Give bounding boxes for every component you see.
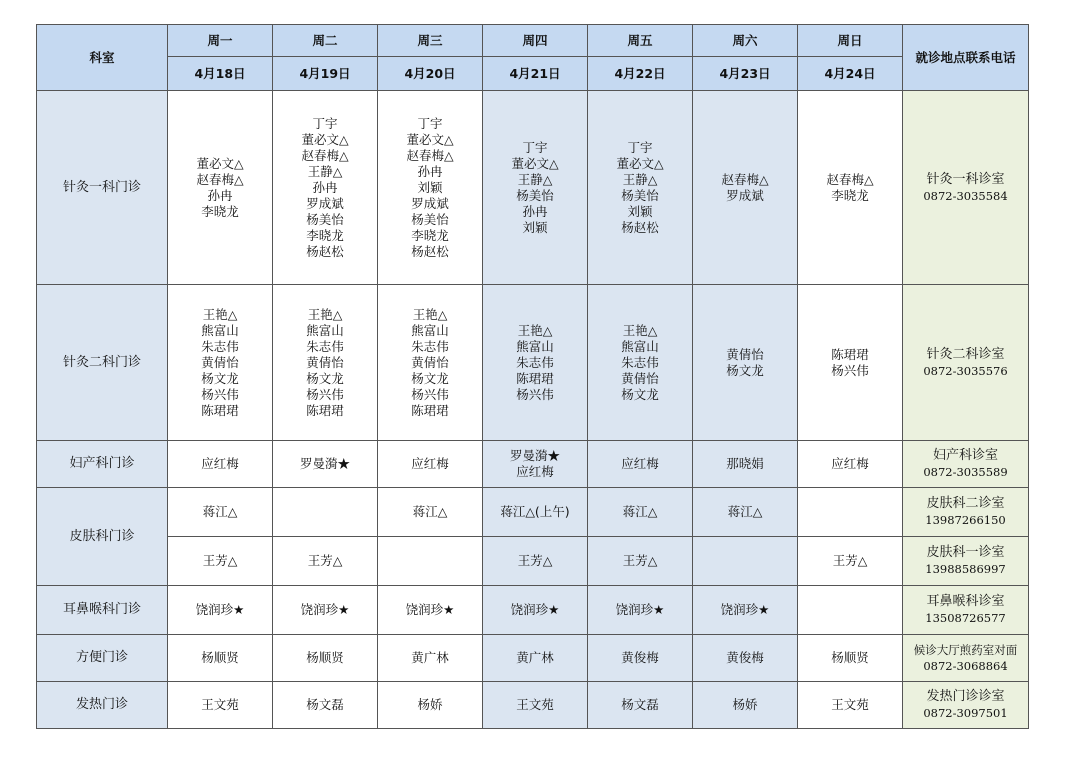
doctor-name: 熊富山 — [306, 322, 344, 338]
doctor-name: 王文苑 — [516, 697, 554, 712]
date-header-tue: 4月19日 — [273, 57, 378, 91]
doctor-name: 王文苑 — [201, 697, 239, 712]
doctor-name: 王芳△ — [202, 553, 238, 568]
dept-name: 针灸二科门诊 — [37, 285, 168, 441]
doctor-cell — [378, 441, 483, 488]
doctor-name: 董必文△ — [511, 155, 559, 171]
schedule-table — [36, 24, 1029, 729]
dept-name: 耳鼻喉科门诊 — [37, 586, 168, 635]
contact-phone: 13988586997 — [925, 562, 1006, 576]
doctor-name: 赵春梅△ — [196, 171, 244, 187]
date-header-wed: 4月20日 — [378, 57, 483, 91]
doctor-name: 蒋江△ — [727, 504, 763, 519]
doctor-cell — [798, 441, 903, 488]
table-row — [37, 441, 1029, 488]
doctor-name: 黄广林 — [411, 650, 449, 665]
doctor-name: 王艳△ — [412, 306, 448, 322]
doctor-cell — [483, 488, 588, 537]
doctor-cell — [588, 682, 693, 729]
doctor-name: 杨顺贤 — [201, 650, 239, 665]
doctor-name: 赵春梅△ — [301, 147, 349, 163]
doctor-name: 杨文龙 — [411, 370, 449, 386]
contact-phone: 13508726577 — [925, 611, 1006, 625]
doctor-cell — [483, 91, 588, 285]
doctor-name: 罗曼漪★ — [299, 456, 350, 471]
doctor-name: 熊富山 — [411, 322, 449, 338]
dept-name: 皮肤科门诊 — [37, 488, 168, 586]
doctor-cell — [168, 537, 273, 586]
doctor-cell — [588, 285, 693, 441]
contact-location: 发热门诊诊室 — [926, 689, 1005, 704]
doctor-name: 孙冉 — [522, 203, 548, 219]
doctor-name: 王艳△ — [202, 306, 238, 322]
doctor-name: 饶润珍★ — [300, 602, 350, 617]
contact-cell — [903, 91, 1029, 285]
doctor-name: 杨美怡 — [411, 211, 449, 227]
date-header-mon: 4月18日 — [168, 57, 273, 91]
doctor-name: 应红梅 — [516, 464, 554, 479]
table-row — [37, 635, 1029, 682]
doctor-cell — [273, 488, 378, 537]
contact-cell — [903, 285, 1029, 441]
doctor-name: 王芳△ — [517, 553, 553, 568]
doctor-cell — [378, 586, 483, 635]
doctor-name: 李晓龙 — [306, 227, 344, 243]
doctor-cell — [483, 441, 588, 488]
doctor-cell — [693, 488, 798, 537]
doctor-name: 饶润珍★ — [510, 602, 560, 617]
table-row — [37, 537, 1029, 586]
doctor-name: 孙冉 — [417, 163, 443, 179]
contact-phone: 0872-3035584 — [923, 188, 1008, 203]
doctor-name: 杨兴伟 — [411, 386, 449, 402]
date-header-thu: 4月21日 — [483, 57, 588, 91]
doctor-cell — [693, 586, 798, 635]
doctor-cell — [168, 488, 273, 537]
doctor-cell — [588, 91, 693, 285]
doctor-name: 杨兴伟 — [306, 386, 344, 402]
contact-phone: 0872-3035576 — [923, 363, 1008, 378]
doctor-name: 杨文龙 — [621, 386, 659, 402]
doctor-name: 董必文△ — [616, 155, 664, 171]
doctor-cell — [483, 586, 588, 635]
doctor-name: 刘颖 — [522, 219, 548, 235]
doctor-name: 杨娇 — [417, 697, 443, 712]
doctor-name: 董必文△ — [301, 131, 349, 147]
doctor-name: 杨赵松 — [621, 219, 659, 235]
doctor-cell — [378, 682, 483, 729]
day-header-sun: 周日 — [798, 25, 903, 57]
doctor-name: 孙冉 — [207, 187, 233, 203]
doctor-name: 孙冉 — [312, 179, 338, 195]
doctor-name: 王艳△ — [307, 306, 343, 322]
day-header-sat: 周六 — [693, 25, 798, 57]
doctor-name: 应红梅 — [201, 456, 239, 471]
doctor-name: 杨赵松 — [411, 243, 449, 259]
doctor-name: 王芳△ — [622, 553, 658, 568]
day-header-fri: 周五 — [588, 25, 693, 57]
doctor-name: 王芳△ — [307, 553, 343, 568]
doctor-name: 饶润珍★ — [615, 602, 665, 617]
doctor-cell — [378, 635, 483, 682]
contact-phone: 13987266150 — [925, 513, 1006, 527]
contact-location: 针灸二科诊室 — [926, 346, 1005, 362]
dept-name: 发热门诊 — [37, 682, 168, 729]
doctor-cell — [693, 441, 798, 488]
doctor-name: 杨兴伟 — [831, 362, 869, 378]
contact-location: 针灸一科诊室 — [926, 171, 1005, 187]
doctor-cell — [588, 586, 693, 635]
doctor-cell — [798, 537, 903, 586]
contact-location: 候诊大厅煎药室对面 — [913, 643, 1018, 657]
table-body — [37, 91, 1029, 729]
doctor-name: 罗成斌 — [306, 195, 344, 211]
contact-phone: 0872-3068864 — [923, 659, 1008, 673]
table-row — [37, 285, 1029, 441]
doctor-name: 蒋江△(上午) — [500, 504, 570, 519]
doctor-name: 刘颖 — [417, 179, 443, 195]
doctor-name: 李晓龙 — [201, 203, 239, 219]
day-header-tue: 周二 — [273, 25, 378, 57]
doctor-name: 王静△ — [307, 163, 343, 179]
doctor-cell — [588, 441, 693, 488]
doctor-name: 李晓龙 — [831, 187, 869, 203]
doctor-name: 董必文△ — [196, 155, 244, 171]
doctor-name: 王静△ — [517, 171, 553, 187]
doctor-cell — [588, 537, 693, 586]
doctor-name: 丁宇 — [417, 115, 443, 131]
doctor-name: 黄俊梅 — [621, 650, 659, 665]
doctor-name: 赵春梅△ — [721, 171, 769, 187]
doctor-name: 饶润珍★ — [405, 602, 455, 617]
doctor-name: 朱志伟 — [201, 338, 239, 354]
doctor-name: 罗成斌 — [726, 187, 764, 203]
doctor-name: 朱志伟 — [411, 338, 449, 354]
doctor-name: 王芳△ — [832, 553, 868, 568]
doctor-cell — [273, 441, 378, 488]
doctor-cell — [378, 91, 483, 285]
doctor-cell — [483, 682, 588, 729]
doctor-name: 那晓娟 — [726, 456, 764, 471]
dept-name: 妇产科门诊 — [37, 441, 168, 488]
doctor-name: 朱志伟 — [306, 338, 344, 354]
doctor-name: 丁宇 — [522, 139, 548, 155]
doctor-name: 饶润珍★ — [195, 602, 245, 617]
day-header-mon: 周一 — [168, 25, 273, 57]
doctor-cell — [168, 682, 273, 729]
doctor-name: 杨美怡 — [621, 187, 659, 203]
contact-cell — [903, 441, 1029, 488]
doctor-name: 杨美怡 — [516, 187, 554, 203]
contact-cell — [903, 682, 1029, 729]
doctor-name: 赵春梅△ — [826, 171, 874, 187]
doctor-name: 黄倩怡 — [726, 346, 764, 362]
contact-phone: 0872-3097501 — [923, 706, 1008, 720]
doctor-cell — [378, 488, 483, 537]
doctor-cell — [273, 682, 378, 729]
doctor-name: 杨文龙 — [201, 370, 239, 386]
doctor-cell — [588, 635, 693, 682]
doctor-name: 蒋江△ — [622, 504, 658, 519]
doctor-name: 熊富山 — [516, 338, 554, 354]
doctor-name: 罗成斌 — [411, 195, 449, 211]
table-row — [37, 488, 1029, 537]
contact-location: 妇产科诊室 — [932, 448, 998, 463]
doctor-cell — [168, 91, 273, 285]
doctor-cell — [693, 635, 798, 682]
doctor-name: 熊富山 — [201, 322, 239, 338]
doctor-name: 蒋江△ — [202, 504, 238, 519]
doctor-name: 王文苑 — [831, 697, 869, 712]
doctor-name: 董必文△ — [406, 131, 454, 147]
doctor-cell — [798, 586, 903, 635]
doctor-cell — [168, 586, 273, 635]
doctor-cell — [273, 635, 378, 682]
doctor-cell — [378, 285, 483, 441]
date-header-sat: 4月23日 — [693, 57, 798, 91]
doctor-name: 王静△ — [622, 171, 658, 187]
doctor-name: 陈珺珺 — [306, 402, 344, 418]
doctor-cell — [168, 635, 273, 682]
doctor-name: 蒋江△ — [412, 504, 448, 519]
doctor-name: 应红梅 — [411, 456, 449, 471]
contact-location: 皮肤科一诊室 — [926, 545, 1005, 560]
table-row — [37, 682, 1029, 729]
doctor-name: 丁宇 — [627, 139, 653, 155]
doctor-name: 杨兴伟 — [516, 386, 554, 402]
doctor-cell — [168, 285, 273, 441]
doctor-cell — [273, 91, 378, 285]
doctor-name: 杨顺贤 — [831, 650, 869, 665]
doctor-cell — [273, 586, 378, 635]
date-header-sun: 4月24日 — [798, 57, 903, 91]
doctor-name: 饶润珍★ — [720, 602, 770, 617]
date-header-fri: 4月22日 — [588, 57, 693, 91]
doctor-cell — [798, 91, 903, 285]
doctor-name: 刘颖 — [627, 203, 653, 219]
doctor-name: 黄广林 — [516, 650, 554, 665]
doctor-name: 黄倩怡 — [306, 354, 344, 370]
doctor-cell — [273, 537, 378, 586]
doctor-name: 黄倩怡 — [201, 354, 239, 370]
doctor-name: 杨文磊 — [621, 697, 659, 712]
contact-cell — [903, 537, 1029, 586]
doctor-name: 杨美怡 — [306, 211, 344, 227]
doctor-cell — [483, 537, 588, 586]
doctor-name: 杨文龙 — [726, 362, 764, 378]
doctor-name: 黄倩怡 — [411, 354, 449, 370]
doctor-cell — [483, 635, 588, 682]
doctor-name: 熊富山 — [621, 338, 659, 354]
doctor-name: 杨兴伟 — [201, 386, 239, 402]
contact-location: 皮肤科二诊室 — [926, 496, 1005, 511]
doctor-cell — [693, 537, 798, 586]
doctor-name: 应红梅 — [831, 456, 869, 471]
contact-phone: 0872-3035589 — [923, 465, 1008, 479]
doctor-name: 陈珺珺 — [516, 370, 554, 386]
doctor-name: 赵春梅△ — [406, 147, 454, 163]
table-row — [37, 91, 1029, 285]
doctor-cell — [378, 537, 483, 586]
doctor-name: 李晓龙 — [411, 227, 449, 243]
doctor-cell — [798, 285, 903, 441]
doctor-name: 朱志伟 — [621, 354, 659, 370]
doctor-cell — [798, 488, 903, 537]
doctor-cell — [588, 488, 693, 537]
day-header-wed: 周三 — [378, 25, 483, 57]
doctor-cell — [273, 285, 378, 441]
contact-cell — [903, 635, 1029, 682]
doctor-name: 杨娇 — [732, 697, 758, 712]
doctor-name: 黄倩怡 — [621, 370, 659, 386]
contact-cell — [903, 586, 1029, 635]
doctor-name: 王艳△ — [622, 322, 658, 338]
doctor-name: 杨赵松 — [306, 243, 344, 259]
contact-header: 就诊地点联系电话 — [903, 25, 1029, 91]
table-row — [37, 586, 1029, 635]
doctor-name: 杨文龙 — [306, 370, 344, 386]
dept-name: 方便门诊 — [37, 635, 168, 682]
doctor-name: 王艳△ — [517, 322, 553, 338]
doctor-name: 丁宇 — [312, 115, 338, 131]
doctor-cell — [693, 285, 798, 441]
doctor-cell — [798, 682, 903, 729]
dept-name: 针灸一科门诊 — [37, 91, 168, 285]
day-header-thu: 周四 — [483, 25, 588, 57]
doctor-cell — [798, 635, 903, 682]
contact-location: 耳鼻喉科诊室 — [926, 594, 1005, 609]
doctor-cell — [168, 441, 273, 488]
dept-header: 科室 — [37, 25, 168, 91]
doctor-name: 陈珺珺 — [831, 346, 869, 362]
doctor-name: 罗曼漪★ — [509, 448, 560, 463]
doctor-name: 朱志伟 — [516, 354, 554, 370]
doctor-cell — [693, 91, 798, 285]
doctor-name: 杨顺贤 — [306, 650, 344, 665]
doctor-cell — [693, 682, 798, 729]
doctor-name: 陈珺珺 — [411, 402, 449, 418]
doctor-name: 杨文磊 — [306, 697, 344, 712]
doctor-name: 应红梅 — [621, 456, 659, 471]
doctor-name: 陈珺珺 — [201, 402, 239, 418]
doctor-cell — [483, 285, 588, 441]
doctor-name: 黄俊梅 — [726, 650, 764, 665]
table-header — [37, 25, 1029, 91]
contact-cell — [903, 488, 1029, 537]
